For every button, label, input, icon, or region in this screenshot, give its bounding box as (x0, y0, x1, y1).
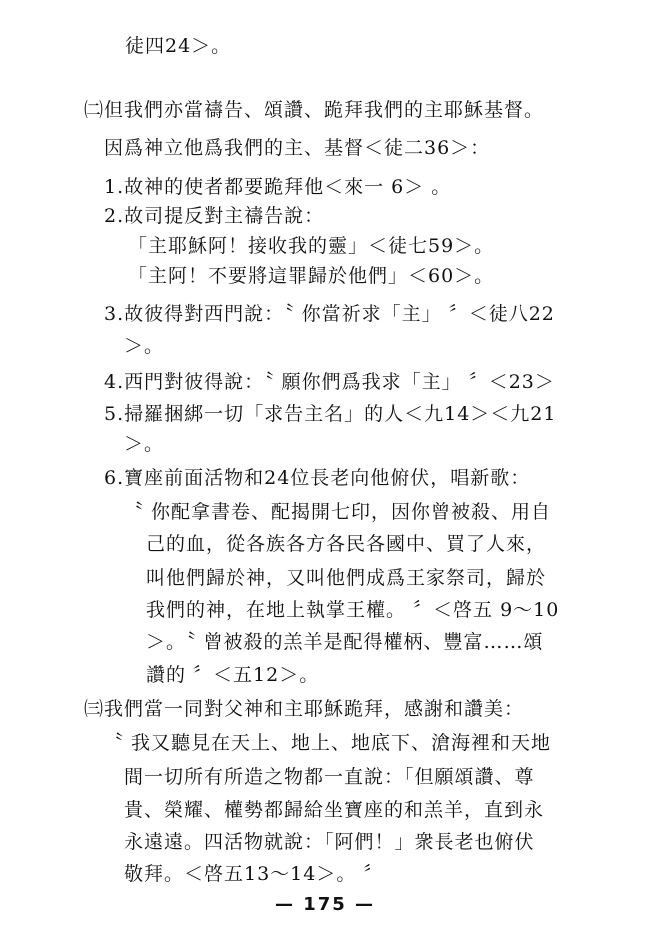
text-line-12: ＞。 (124, 433, 165, 455)
text-line-13: 6.寶座前面活物和24位長老向他俯伏，唱新歌： (104, 467, 531, 489)
text-line-15: 己的血，從各族各方各民各國中、買了人來， (146, 533, 547, 555)
text-line-3: 因爲神立他爲我們的主、基督＜徒二36＞： (104, 137, 491, 159)
text-line-24: 永遠遠。四活物就說：「阿們！」衆長老也俯伏 (124, 831, 535, 853)
text-line-2: ㈡但我們亦當禱告、頌讚、跪拜我們的主耶穌基督。 (84, 99, 545, 121)
text-line-19: 讚的 〞＜五12＞。 (146, 664, 320, 686)
text-line-22: 間一切所有所造之物都一直說：「但願頌讚、尊 (124, 766, 535, 788)
text-line-21: 〝 我又聽見在天上、地上、地底下、滄海裡和天地 (104, 732, 552, 754)
text-line-25: 敬拜。＜啓五13～14＞。 〞 (124, 863, 384, 885)
page-number: — 175 — (274, 894, 376, 915)
text-line-17: 我們的神，在地上執掌王權。 〞＜啓五 9～10 (146, 599, 560, 621)
text-line-20: ㈢我們當一同對父神和主耶穌跪拜，感謝和讚美： (84, 698, 525, 720)
text-line-23: 貴、榮耀、權勢都歸給坐寶座的和羔羊，直到永 (124, 799, 545, 821)
text-line-5: 2.故司提反對主禱告說： (104, 205, 325, 227)
text-line-1: 徒四24＞。 (125, 35, 232, 57)
text-line-14: 〝 你配拿書卷、配揭開七印，因你曾被殺、用自 (124, 501, 552, 523)
text-line-4: 1.故神的使者都要跪拜他＜來一 6＞ 。 (104, 176, 452, 198)
text-line-6: 「主耶穌阿！接收我的靈」＜徒七59＞。 (128, 235, 495, 257)
text-line-11: 5.掃羅捆綁一切「求告主名」的人＜九14＞＜九21 (104, 403, 557, 425)
text-line-16: 叫他們歸於神，又叫他們成爲王家祭司，歸於 (146, 567, 547, 589)
text-line-18: ＞。〝 曾被殺的羔羊是配得權柄、豐富……頌 (146, 631, 544, 653)
text-line-10: 4.西門對彼得說：〝 願你們爲我求「主」 〞＜23＞ (104, 371, 555, 393)
text-line-9: ＞。 (124, 335, 165, 357)
text-line-8: 3.故彼得對西門說：〝 你當祈求「主」 〞＜徒八22 (104, 303, 555, 325)
text-line-7: 「主阿！不要將這罪歸於他們」＜60＞。 (128, 265, 495, 287)
